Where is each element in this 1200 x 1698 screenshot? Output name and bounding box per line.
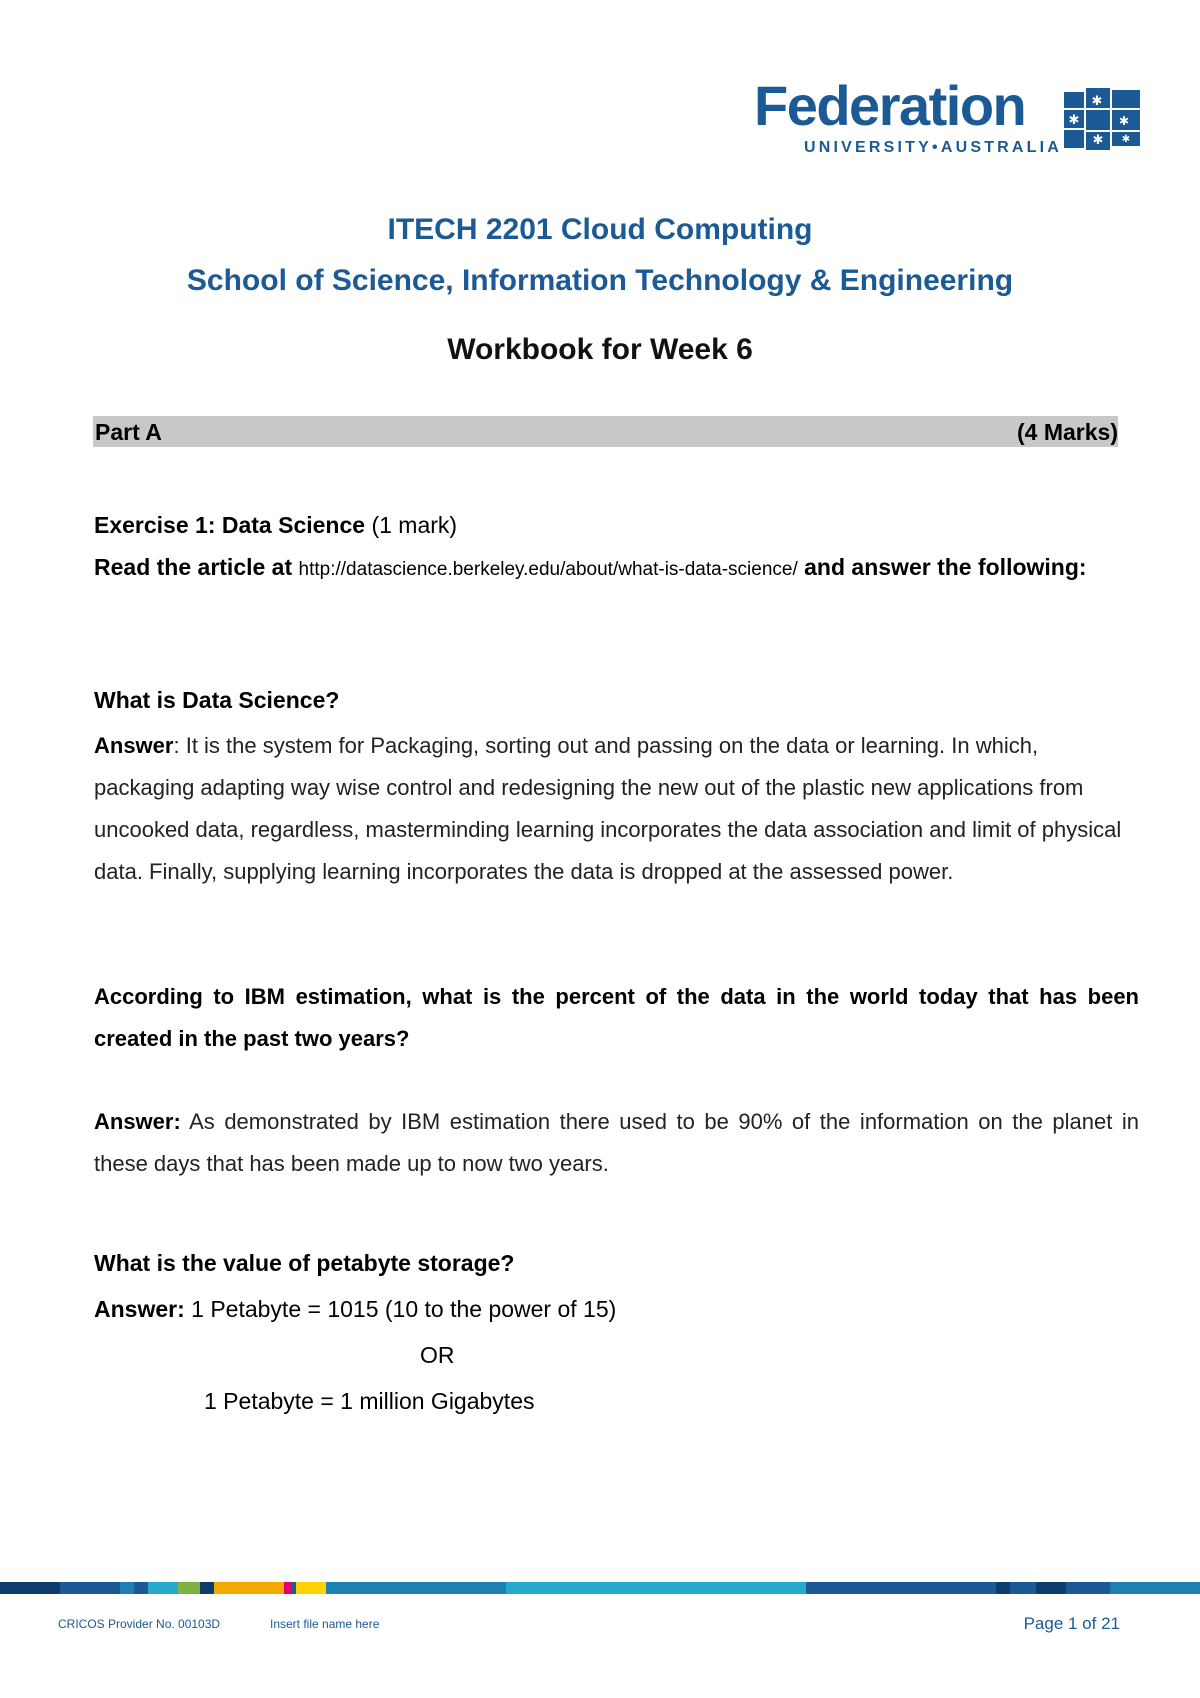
logo-subtitle: UNIVERSITY•AUSTRALIA [804,139,1063,156]
cricos-provider: CRICOS Provider No. 00103D [58,1617,221,1631]
logo-wordmark: Federation [754,74,1026,137]
answer-text: As demonstrated by IBM estimation there used to be 90% of the information on the planet in these days that has been made up to now two years. [94,1109,1139,1176]
petabyte-line-1: 1 Petabyte = 1015 (10 to the power of 15) [191,1296,617,1322]
file-name-placeholder: Insert file name here [270,1617,380,1631]
answer-text: : It is the system for Packaging, sorting out and passing on the data or learning. In which, packaging adapting way wise control and redesigning the new out of the plastic new applications from uncooked data, regardless, masterminding learning incorporates the data association and limit of physical data. Finally, supplying learning incorporates the data is dropped at the assessed power. [94,733,1122,884]
svg-text:✱: ✱ [1118,114,1130,128]
svg-text:✱: ✱ [1068,113,1080,128]
question-petabyte: What is the value of petabyte storage? [94,1250,515,1276]
part-header-bar [93,416,1118,447]
or-separator: OR [420,1342,455,1368]
instruction-prefix: Read the article at [94,554,299,580]
answer-data-science [94,725,1139,893]
footer-color-stripe [0,1582,1200,1594]
exercise-heading [94,504,1139,546]
answer-ibm-estimation [94,1101,1139,1185]
svg-text:✱: ✱ [1092,133,1104,148]
course-title: ITECH 2201 Cloud Computing [387,213,813,246]
workbook-title: Workbook for Week 6 [447,333,753,366]
svg-text:✱: ✱ [1091,94,1103,109]
svg-text:✱: ✱ [1121,134,1131,145]
answer-label: Answer [94,733,174,758]
part-label: Part A [95,419,162,445]
instruction-suffix: and answer the following: [797,554,1087,580]
federation-university-logo [754,74,1144,160]
southern-cross-flag-icon [1064,88,1140,152]
school-title: School of Science, Information Technology & Engineering [186,264,1014,297]
page-number: Page 1 of 21 [1023,1614,1120,1633]
answer-label: Answer: [94,1296,192,1322]
exercise-title: Exercise 1: Data Science [94,512,366,538]
answer-petabyte [94,1288,1139,1330]
exercise-instruction [94,550,1139,587]
question-data-science: What is Data Science? [94,687,340,713]
exercise-mark: (1 mark) [365,512,458,538]
part-marks: (4 Marks) [1017,419,1118,445]
question-ibm-estimation: According to IBM estimation, what is the percent of the data in the world today that has been created in the past two years? [94,984,1139,1051]
answer-label: Answer: [94,1109,181,1134]
petabyte-line-2: 1 Petabyte = 1 million Gigabytes [204,1388,535,1414]
article-link[interactable]: http://datascience.berkeley.edu/about/what-is-data-science/ [298,559,798,580]
